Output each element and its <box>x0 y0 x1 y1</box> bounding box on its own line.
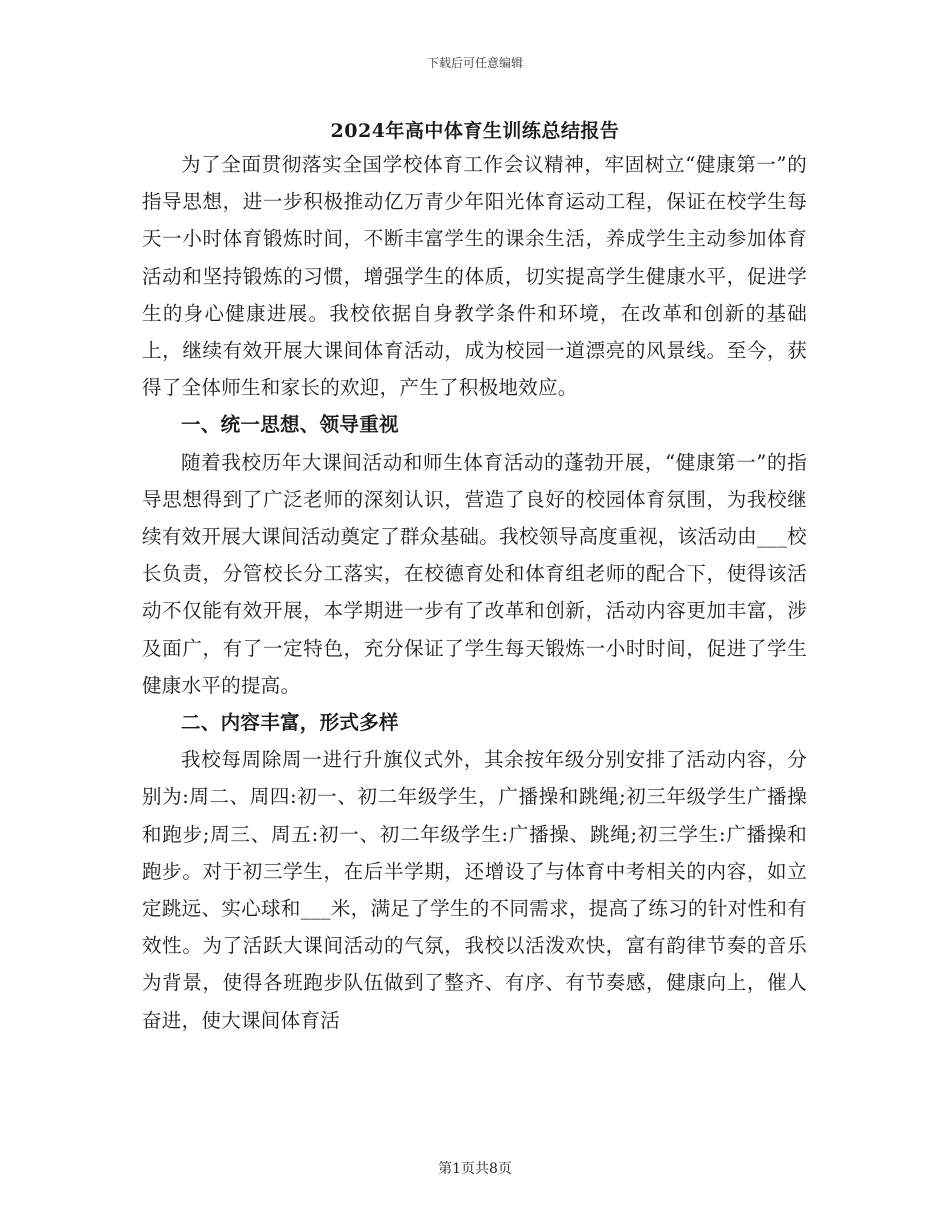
page-number: 第1页共8页 <box>438 1161 512 1177</box>
intro-paragraph: 为了全面贯彻落实全国学校体育工作会议精神，牢固树立“健康第一”的指导思想，进一步积极推动亿万青少年阳光体育运动工程，保证在校学生每天一小时体育锻炼时间，不断丰富学生的课余生活，养成学生主动参加体育活动和坚持锻炼的习惯，增强学生的体质，切实提高学生健康水平，促进学生的身心健康进展。我校依据自身教学条件和环境，在改革和创新的基础上，继续有效开展大课间体育活动，成为校园一道漂亮的风景线。至今，获得了全体师生和家长的欢迎，产生了积极地效应。 <box>142 153 807 400</box>
header-note: 下载后可任意编辑 <box>426 56 523 70</box>
section-1-paragraph: 随着我校历年大课间活动和师生体育活动的蓬勃开展，“健康第一”的指导思想得到了广泛老师的深刻认识，营造了良好的校园体育氛围，为我校继续有效开展大课间活动奠定了群众基础。我校领导高度重视，该活动由___校长负责，分管校长分工落实，在校德育处和体育组老师的配合下，使得该活动不仅能有效开展，本学期进一步有了改革和创新，活动内容更加丰富，涉及面广，有了一定特色，充分保证了学生每天锻炼一小时时间，促进了学生健康水平的提高。 <box>142 450 807 697</box>
document-title: 2024年高中体育生训练总结报告 <box>330 120 620 142</box>
document-body <box>142 146 807 1039</box>
section-2-heading: 二、内容丰富，形式多样 <box>181 711 399 735</box>
section-1-heading: 一、统一思想、领导重视 <box>181 413 399 437</box>
section-2-paragraph: 我校每周除周一进行升旗仪式外，其余按年级分别安排了活动内容，分别为:周二、周四:初一、初二年级学生，广播操和跳绳;初三年级学生广播操和跑步;周三、周五:初一、初二年级学生:广播操、跳绳;初三学生:广播操和跑步。对于初三学生，在后半学期，还增设了与体育中考相关的内容，如立定跳远、实心球和___米，满足了学生的不同需求，提高了练习的针对性和有效性。为了活跃大课间活动的气氛，我校以活泼欢快，富有韵律节奏的音乐为背景，使得各班跑步队伍做到了整齐、有序、有节奏感，健康向上，催人奋进，使大课间体育活 <box>142 748 807 1032</box>
